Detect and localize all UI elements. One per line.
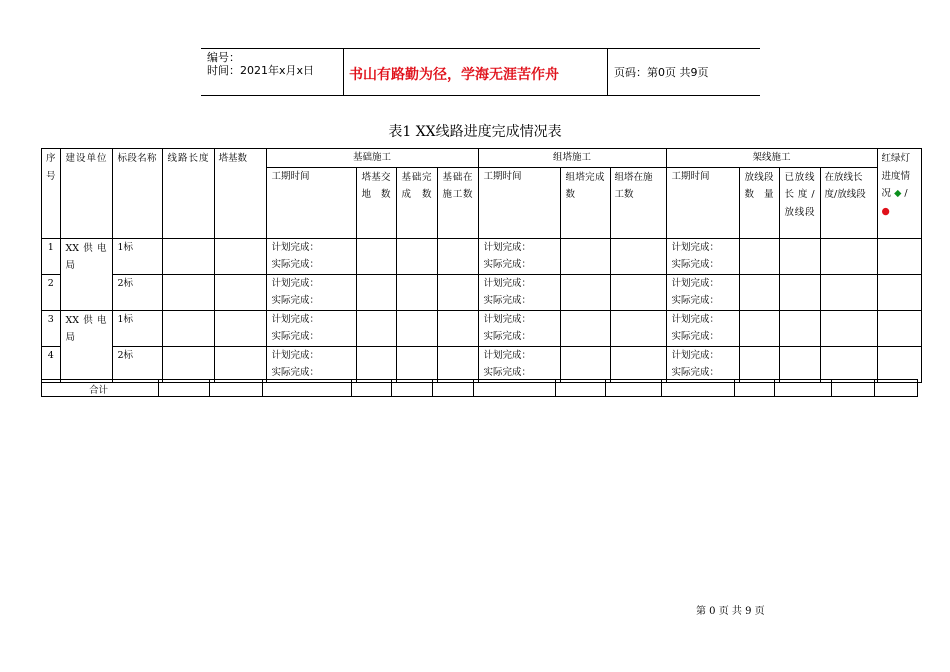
cell-length xyxy=(162,274,214,310)
cell xyxy=(560,238,610,274)
cell xyxy=(396,346,437,382)
cell xyxy=(661,379,735,397)
cell xyxy=(158,379,210,397)
cell xyxy=(560,274,610,310)
header-bottom-rule xyxy=(201,95,760,96)
cell-towers xyxy=(214,310,266,346)
cell-seq: 3 xyxy=(42,310,61,346)
cell-assembly-period: 计划完成： 实际完成： xyxy=(478,274,560,310)
cell-assembly-period: 计划完成： 实际完成： xyxy=(478,238,560,274)
cell-section: 2标 xyxy=(112,346,162,382)
cell xyxy=(820,238,877,274)
cell-assembly-period: 计划完成： 实际完成： xyxy=(478,310,560,346)
table-row xyxy=(42,238,922,274)
cell-stringing-period: 计划完成： 实际完成： xyxy=(666,274,739,310)
document-header xyxy=(201,48,760,96)
table-row xyxy=(42,310,922,346)
cell xyxy=(356,346,396,382)
total-row xyxy=(41,379,918,398)
page-label: 页码：第0页 共9页 xyxy=(614,66,709,79)
col-length: 线路长度 xyxy=(162,149,214,239)
group-assembly: 组塔施工 xyxy=(478,149,666,168)
header-top-rule xyxy=(201,48,760,49)
cell xyxy=(473,379,556,397)
cell xyxy=(820,346,877,382)
cell xyxy=(734,379,775,397)
red-dot-icon: ● xyxy=(881,205,890,217)
cell xyxy=(779,274,820,310)
cell-assembly-period: 计划完成： 实际完成： xyxy=(478,346,560,382)
header-divider xyxy=(343,48,344,96)
cell xyxy=(610,346,666,382)
cell xyxy=(739,274,779,310)
col-stringing-done: 已放线长度/放线段 xyxy=(779,167,820,238)
cell xyxy=(560,346,610,382)
table-row xyxy=(42,346,922,382)
group-stringing: 架线施工 xyxy=(666,149,877,168)
col-foundation-land: 塔基交地数 xyxy=(356,167,396,238)
cell xyxy=(432,379,474,397)
cell-stringing-period: 计划完成： 实际完成： xyxy=(666,346,739,382)
time-label: 时间：2021年x月x日 xyxy=(207,64,315,77)
group-foundation: 基础施工 xyxy=(266,149,478,168)
cell xyxy=(874,379,918,397)
cell xyxy=(351,379,392,397)
cell-length xyxy=(162,238,214,274)
col-stringing-ongoing: 在放线长度/放线段 xyxy=(820,167,877,238)
cell-towers xyxy=(214,346,266,382)
status-separator: / xyxy=(904,188,908,199)
col-foundation-done: 基础完成数 xyxy=(396,167,437,238)
cell xyxy=(877,274,921,310)
col-status xyxy=(877,149,921,239)
cell xyxy=(831,379,875,397)
cell xyxy=(610,310,666,346)
cell xyxy=(739,310,779,346)
motto: 书山有路勤为径，学海无涯苦作舟 xyxy=(349,67,559,83)
green-diamond-icon: ◆ xyxy=(894,188,902,199)
col-stringing-sections: 放线段数量 xyxy=(739,167,779,238)
cell xyxy=(437,238,478,274)
cell-unit: XX供电局 xyxy=(60,310,112,382)
cell-unit: XX供电局 xyxy=(60,238,112,310)
cell xyxy=(262,379,352,397)
cell-seq: 1 xyxy=(42,238,61,274)
cell xyxy=(396,274,437,310)
cell xyxy=(739,346,779,382)
cell-section: 1标 xyxy=(112,238,162,274)
cell xyxy=(356,274,396,310)
cell xyxy=(437,274,478,310)
col-section: 标段名称 xyxy=(112,149,162,239)
header-divider xyxy=(607,48,608,96)
cell xyxy=(779,238,820,274)
cell xyxy=(774,379,832,397)
page-footer: 第 0 页 共 9 页 xyxy=(696,606,765,617)
cell xyxy=(877,238,921,274)
cell xyxy=(356,238,396,274)
cell xyxy=(610,274,666,310)
col-stringing-period: 工期时间 xyxy=(666,167,739,238)
cell-foundation-period: 计划完成： 实际完成： xyxy=(266,310,356,346)
cell xyxy=(437,310,478,346)
number-label: 编号： xyxy=(207,51,240,64)
cell xyxy=(396,310,437,346)
cell-foundation-period: 计划完成： 实际完成： xyxy=(266,346,356,382)
table-row xyxy=(42,274,922,310)
cell-section: 1标 xyxy=(112,310,162,346)
cell xyxy=(820,274,877,310)
cell-seq: 2 xyxy=(42,274,61,310)
col-assembly-period: 工期时间 xyxy=(478,167,560,238)
cell xyxy=(877,346,921,382)
cell xyxy=(610,238,666,274)
cell-length xyxy=(162,310,214,346)
cell xyxy=(739,238,779,274)
table-title: 表1 XX线路进度完成情况表 xyxy=(388,124,562,140)
col-seq: 序号 xyxy=(42,149,61,239)
cell xyxy=(391,379,433,397)
col-assembly-done: 组塔完成数 xyxy=(560,167,610,238)
cell xyxy=(820,310,877,346)
cell xyxy=(209,379,263,397)
cell-section: 2标 xyxy=(112,274,162,310)
cell-foundation-period: 计划完成： 实际完成： xyxy=(266,274,356,310)
cell xyxy=(396,238,437,274)
cell-length xyxy=(162,346,214,382)
cell xyxy=(437,346,478,382)
col-foundation-ongoing: 基础在施工数 xyxy=(437,167,478,238)
col-assembly-ongoing: 组塔在施工数 xyxy=(610,167,666,238)
cell xyxy=(356,310,396,346)
cell xyxy=(779,346,820,382)
progress-table xyxy=(41,148,922,383)
col-unit: 建设单位 xyxy=(60,149,112,239)
cell xyxy=(555,379,606,397)
cell-seq: 4 xyxy=(42,346,61,382)
cell-towers xyxy=(214,238,266,274)
cell xyxy=(560,310,610,346)
cell xyxy=(877,310,921,346)
cell xyxy=(779,310,820,346)
total-label: 合计 xyxy=(89,385,109,396)
cell xyxy=(605,379,662,397)
status-label: 红绿灯进度情况 xyxy=(881,153,911,199)
cell-foundation-period: 计划完成： 实际完成： xyxy=(266,238,356,274)
cell-stringing-period: 计划完成： 实际完成： xyxy=(666,238,739,274)
col-towers: 塔基数 xyxy=(214,149,266,239)
cell-stringing-period: 计划完成： 实际完成： xyxy=(666,310,739,346)
col-foundation-period: 工期时间 xyxy=(266,167,356,238)
cell-towers xyxy=(214,274,266,310)
